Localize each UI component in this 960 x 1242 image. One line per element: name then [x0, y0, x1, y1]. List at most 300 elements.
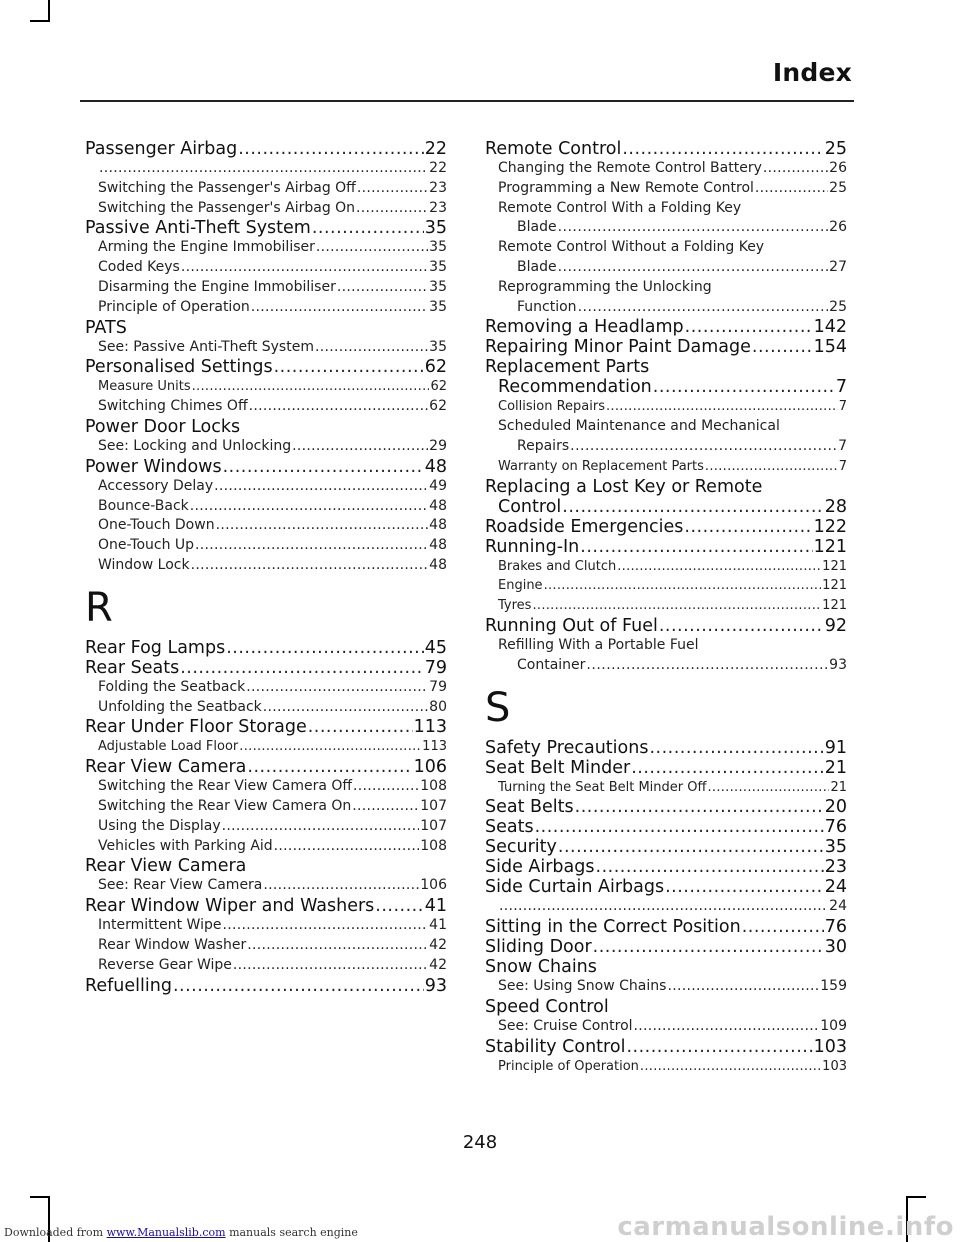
- index-term: Switching the Passenger's Airbag Off: [98, 179, 356, 196]
- page-ref: 35: [429, 239, 447, 256]
- leader-dots: [593, 937, 824, 957]
- index-subentry[interactable]: [85, 397, 447, 417]
- leader-dots: [622, 139, 823, 159]
- page-ref: 49: [429, 477, 447, 494]
- leader-dots: [316, 238, 428, 258]
- page-ref: 35: [824, 837, 847, 858]
- page-ref: 121: [813, 536, 847, 557]
- index-subentry[interactable]: [85, 837, 447, 857]
- leader-dots: [99, 159, 428, 179]
- page-ref: 35: [429, 278, 447, 295]
- index-entry[interactable]: [485, 957, 847, 977]
- index-term: See: Cruise Control: [498, 1017, 633, 1034]
- leader-dots: [596, 857, 824, 877]
- leader-dots: [233, 956, 428, 976]
- index-entry[interactable]: [85, 318, 447, 338]
- leader-dots: [558, 218, 829, 238]
- index-term-line1: Replacing a Lost Key or Remote: [485, 476, 763, 497]
- index-term: Principle of Operation: [98, 298, 250, 315]
- page-ref: 154: [813, 337, 847, 358]
- page-ref: 22: [429, 160, 447, 176]
- footer-suffix: manuals search engine: [229, 1226, 358, 1239]
- leader-dots: [570, 437, 837, 457]
- page-ref: 121: [822, 598, 847, 614]
- index-term: Side Airbags: [485, 857, 595, 878]
- index-entry[interactable]: [485, 837, 847, 857]
- page-ref: 20: [824, 797, 847, 818]
- index-term-continued: [498, 656, 847, 676]
- leader-dots: [249, 397, 429, 417]
- index-subentry[interactable]: [85, 956, 447, 976]
- page-ref: 35: [424, 218, 447, 239]
- index-term: Rear Under Floor Storage: [85, 717, 307, 738]
- leader-dots: [251, 298, 428, 318]
- index-column-left: [85, 139, 447, 996]
- index-term: Reverse Gear Wipe: [98, 956, 232, 973]
- index-term: Security: [485, 837, 557, 858]
- page-ref: 108: [420, 837, 447, 854]
- index-term: Switching the Passenger's Airbag On: [98, 199, 356, 216]
- index-term: PATS: [85, 317, 127, 338]
- crop-mark-top-left-h: [30, 20, 50, 22]
- index-term: See: Rear View Camera: [98, 877, 263, 894]
- page-ref: 93: [829, 656, 847, 673]
- page-title: Index: [772, 58, 852, 87]
- index-term: Folding the Seatback: [98, 678, 246, 695]
- page-ref: 76: [824, 917, 847, 938]
- page-ref: 22: [424, 139, 447, 159]
- page-ref: 159: [820, 978, 847, 995]
- page-ref: 35: [429, 338, 447, 355]
- page-ref: 91: [824, 737, 847, 758]
- index-entry[interactable]: [85, 638, 447, 658]
- index-subentry[interactable]: [485, 977, 847, 997]
- index-term: Coded Keys: [98, 259, 180, 276]
- index-entry[interactable]: [485, 857, 847, 877]
- index-term: Seat Belt Minder: [485, 757, 631, 778]
- page-ref: 80: [429, 698, 447, 715]
- leader-dots: [337, 278, 428, 298]
- page-ref: 41: [429, 917, 447, 934]
- page-ref: 48: [429, 497, 447, 514]
- index-term: Intermittent Wipe: [98, 917, 222, 934]
- page-ref: 35: [429, 259, 447, 276]
- index-subentry[interactable]: [485, 1057, 847, 1077]
- index-entry[interactable]: [485, 357, 847, 397]
- index-subentry[interactable]: [485, 636, 847, 676]
- index-entry[interactable]: [85, 357, 447, 377]
- index-entry[interactable]: [485, 797, 847, 817]
- index-entry[interactable]: [485, 616, 847, 636]
- page-ref: 48: [429, 556, 447, 573]
- page-ref: 103: [813, 1036, 847, 1057]
- index-term: Rear View Camera: [85, 856, 247, 877]
- index-term: Rear View Camera: [85, 757, 247, 778]
- index-term-line1: Remote Control With a Folding Key: [498, 199, 742, 216]
- index-term: Seat Belts: [485, 797, 574, 818]
- index-term: Switching Chimes Off: [98, 398, 248, 415]
- index-term: Repairing Minor Paint Damage: [485, 337, 751, 358]
- index-term: Adjustable Load Floor: [98, 739, 239, 755]
- index-subentry[interactable]: [85, 477, 447, 497]
- index-entry[interactable]: [85, 139, 447, 159]
- index-term: Rear Fog Lamps: [85, 637, 226, 658]
- leader-dots: [580, 537, 812, 557]
- index-term: Remote Control: [485, 139, 622, 159]
- leader-dots: [535, 817, 824, 837]
- page-ref: 113: [413, 717, 447, 738]
- leader-dots: [606, 397, 838, 417]
- index-subentry[interactable]: [85, 737, 447, 757]
- index-entry[interactable]: [85, 757, 447, 777]
- index-term: Stability Control: [485, 1036, 626, 1057]
- index-term-line1: Reprogramming the Unlocking: [498, 278, 712, 295]
- index-subentry[interactable]: [85, 516, 447, 536]
- leader-dots: [353, 777, 419, 797]
- page-ref: 103: [822, 1058, 847, 1074]
- page-ref: 76: [824, 817, 847, 838]
- index-term: Principle of Operation: [498, 1058, 639, 1074]
- index-term: Recommendation: [498, 377, 652, 398]
- index-term-continued: [498, 437, 847, 457]
- index-term: Measure Units: [98, 379, 191, 395]
- index-term-line1: Scheduled Maintenance and Mechanical: [498, 418, 780, 435]
- leader-dots: [752, 337, 813, 357]
- leader-dots: [312, 218, 424, 238]
- leader-dots: [375, 896, 423, 916]
- index-entry[interactable]: [485, 817, 847, 837]
- page-ref: 7: [838, 437, 847, 454]
- index-subentry[interactable]: [485, 1017, 847, 1037]
- page-ref: 27: [829, 258, 847, 275]
- leader-dots: [247, 757, 412, 777]
- page-ref: 24: [824, 877, 847, 898]
- index-term: Turning the Seat Belt Minder Off: [498, 779, 707, 795]
- leader-dots: [544, 576, 822, 596]
- index-subentry[interactable]: [485, 238, 847, 278]
- leader-dots: [274, 357, 424, 377]
- page-ref: 26: [829, 219, 847, 236]
- index-subentry[interactable]: [85, 179, 447, 199]
- index-term: Collision Repairs: [498, 399, 605, 415]
- leader-dots: [578, 298, 829, 318]
- index-term: Brakes and Clutch: [498, 558, 617, 574]
- footer-prefix: Downloaded from: [4, 1226, 104, 1239]
- index-term: Running Out of Fuel: [485, 615, 658, 636]
- leader-dots: [226, 638, 424, 658]
- index-term: Unfolding the Seatback: [98, 698, 262, 715]
- page-number: 248: [462, 1132, 498, 1153]
- index-entry[interactable]: [85, 457, 447, 477]
- index-subentry[interactable]: [85, 159, 447, 179]
- leader-dots: [640, 1057, 821, 1077]
- index-term: Safety Precautions: [485, 737, 649, 758]
- index-term: Accessory Delay: [98, 477, 214, 494]
- leader-dots: [665, 877, 824, 897]
- index-subentry[interactable]: [85, 536, 447, 556]
- page-ref: 23: [824, 857, 847, 878]
- page-ref: 62: [429, 398, 447, 415]
- page-ref: 121: [822, 558, 847, 574]
- leader-dots: [532, 596, 821, 616]
- leader-dots: [239, 737, 421, 757]
- index-subentry[interactable]: [85, 916, 447, 936]
- index-term: Function: [517, 298, 577, 315]
- page-ref: 25: [829, 298, 847, 315]
- index-term: Power Windows: [85, 456, 222, 477]
- index-subentry[interactable]: [485, 576, 847, 596]
- index-subentry[interactable]: [485, 397, 847, 417]
- index-term: Rear Window Washer: [98, 936, 247, 953]
- leader-dots: [195, 536, 428, 556]
- page-ref: 62: [430, 379, 447, 395]
- index-term-continued: [485, 497, 847, 517]
- index-entry[interactable]: [85, 896, 447, 916]
- page-ref: 48: [429, 537, 447, 554]
- index-term: See: Locking and Unlocking: [98, 437, 292, 454]
- index-term: Using the Display: [98, 817, 221, 834]
- index-entry[interactable]: [485, 337, 847, 357]
- leader-dots: [562, 497, 823, 517]
- page-ref: 30: [824, 937, 847, 958]
- page-ref: 35: [429, 298, 447, 315]
- page-ref: 121: [822, 578, 847, 594]
- index-subentry[interactable]: [85, 437, 447, 457]
- leader-dots: [180, 658, 424, 678]
- index-entry[interactable]: [485, 937, 847, 957]
- page-ref: 7: [835, 377, 847, 398]
- leader-dots: [214, 477, 428, 497]
- index-term: Side Curtain Airbags: [485, 877, 665, 898]
- index-entry[interactable]: [85, 218, 447, 238]
- page-ref: 42: [429, 956, 447, 973]
- index-subentry[interactable]: [485, 199, 847, 239]
- index-subentry[interactable]: [85, 298, 447, 318]
- leader-dots: [246, 678, 428, 698]
- leader-dots: [357, 179, 428, 199]
- footer-link[interactable]: www.Manualslib.com: [106, 1226, 226, 1239]
- index-entry[interactable]: [485, 139, 847, 159]
- page-ref: 24: [829, 898, 847, 915]
- leader-dots: [191, 556, 429, 576]
- page-ref: 45: [424, 637, 447, 658]
- crop-mark-bottom-left-h: [30, 1196, 50, 1198]
- index-term: Container: [517, 656, 586, 673]
- page-ref: 7: [838, 458, 847, 474]
- page-ref: 48: [424, 456, 447, 477]
- index-subentry[interactable]: [85, 497, 447, 517]
- leader-dots: [222, 817, 420, 837]
- index-term: Programming a New Remote Control: [498, 179, 754, 196]
- index-subentry[interactable]: [85, 777, 447, 797]
- leader-dots: [558, 837, 824, 857]
- index-subentry[interactable]: [485, 778, 847, 798]
- index-entry[interactable]: [85, 717, 447, 737]
- index-entry[interactable]: [485, 917, 847, 937]
- index-subentry[interactable]: [85, 698, 447, 718]
- index-entry[interactable]: [485, 517, 847, 537]
- leader-dots: [263, 876, 419, 896]
- leader-dots: [192, 377, 430, 397]
- index-subentry[interactable]: [485, 897, 847, 917]
- leader-dots: [684, 517, 812, 537]
- section-letter: R: [85, 584, 113, 631]
- index-term: Window Lock: [98, 556, 190, 573]
- index-subentry[interactable]: [485, 159, 847, 179]
- leader-dots: [173, 976, 424, 996]
- page-ref: 109: [820, 1017, 847, 1034]
- index-term: One-Touch Up: [98, 537, 195, 554]
- page-ref: 107: [420, 817, 447, 834]
- index-subentry[interactable]: [85, 797, 447, 817]
- page-ref: 42: [429, 936, 447, 953]
- leader-dots: [649, 738, 823, 758]
- leader-dots: [499, 897, 828, 917]
- leader-dots: [742, 917, 824, 937]
- index-term-line1: Refilling With a Portable Fuel: [498, 636, 699, 653]
- leader-dots: [352, 797, 419, 817]
- index-subentry[interactable]: [85, 936, 447, 956]
- crop-mark-top-left-v: [48, 0, 50, 22]
- index-entry[interactable]: [85, 976, 447, 996]
- index-term: Control: [498, 496, 562, 517]
- leader-dots: [617, 557, 821, 577]
- index-term-line1: Remote Control Without a Folding Key: [498, 239, 765, 256]
- page-ref: 107: [420, 797, 447, 814]
- index-subentry[interactable]: [485, 596, 847, 616]
- index-entry[interactable]: [485, 758, 847, 778]
- page-ref: 79: [424, 657, 447, 678]
- leader-dots: [755, 179, 828, 199]
- index-term: Running-In: [485, 536, 580, 557]
- index-column-right: [485, 139, 847, 1077]
- index-subentry[interactable]: [485, 417, 847, 457]
- index-entry[interactable]: [85, 856, 447, 876]
- leader-dots: [308, 717, 413, 737]
- index-term: Switching the Rear View Camera On: [98, 797, 352, 814]
- index-subentry[interactable]: [85, 278, 447, 298]
- index-term: Sitting in the Correct Position: [485, 917, 741, 938]
- index-term: Vehicles with Parking Aid: [98, 837, 273, 854]
- index-term: Disarming the Engine Immobiliser: [98, 278, 336, 295]
- index-term: Roadside Emergencies: [485, 516, 684, 537]
- index-subentry[interactable]: [85, 377, 447, 397]
- index-term: Personalised Settings: [85, 357, 273, 378]
- index-entry[interactable]: [485, 997, 847, 1017]
- leader-dots: [190, 497, 428, 517]
- index-term: Changing the Remote Control Battery: [498, 160, 762, 176]
- index-term: Sliding Door: [485, 937, 592, 958]
- index-subentry[interactable]: [85, 199, 447, 219]
- leader-dots: [634, 1017, 820, 1037]
- page-ref: 108: [420, 778, 447, 795]
- index-entry[interactable]: [485, 1037, 847, 1057]
- page-ref: 29: [429, 437, 447, 454]
- leader-dots: [181, 258, 428, 278]
- index-subentry[interactable]: [85, 556, 447, 576]
- index-term: Passenger Airbag: [85, 139, 238, 159]
- page-ref: 142: [813, 317, 847, 338]
- index-term: Blade: [517, 258, 557, 275]
- index-subentry[interactable]: [85, 817, 447, 837]
- page-ref: 106: [413, 757, 447, 778]
- index-term: Power Door Locks: [85, 416, 241, 437]
- page-ref: 93: [424, 975, 447, 996]
- title-divider: [80, 100, 854, 102]
- leader-dots: [222, 916, 428, 936]
- index-term: Snow Chains: [485, 957, 597, 978]
- index-term: Speed Control: [485, 996, 609, 1017]
- index-entry[interactable]: [485, 317, 847, 337]
- page-ref: 106: [420, 877, 447, 894]
- index-subentry[interactable]: [85, 876, 447, 896]
- index-subentry[interactable]: [85, 258, 447, 278]
- index-term: Switching the Rear View Camera Off: [98, 778, 353, 795]
- page-ref: 113: [422, 739, 447, 755]
- leader-dots: [659, 616, 824, 636]
- page-ref: 23: [429, 199, 447, 216]
- index-entry[interactable]: [485, 738, 847, 758]
- index-subentry[interactable]: [485, 179, 847, 199]
- watermark: carmanualsonline.info: [617, 1212, 954, 1242]
- index-term: Tyres: [498, 598, 532, 614]
- index-term: One-Touch Down: [98, 517, 215, 534]
- index-term: See: Using Snow Chains: [498, 978, 667, 995]
- index-term: Bounce-Back: [98, 497, 189, 514]
- leader-dots: [558, 258, 829, 278]
- index-entry[interactable]: [485, 537, 847, 557]
- index-term: Blade: [517, 219, 557, 236]
- leader-dots: [586, 656, 828, 676]
- index-subentry[interactable]: [485, 557, 847, 577]
- index-entry[interactable]: [85, 658, 447, 678]
- leader-dots: [631, 758, 824, 778]
- crop-mark-bottom-right-h: [906, 1196, 926, 1198]
- index-term-line1: Replacement Parts: [485, 357, 650, 378]
- page-ref: 7: [838, 399, 847, 415]
- leader-dots: [685, 317, 813, 337]
- index-term-continued: [485, 377, 847, 397]
- leader-dots: [575, 797, 824, 817]
- index-subentry[interactable]: [485, 457, 847, 477]
- index-term: See: Passive Anti-Theft System: [98, 338, 314, 355]
- index-entry[interactable]: [485, 477, 847, 517]
- page-ref: 41: [424, 896, 447, 917]
- page-ref: 21: [824, 757, 847, 778]
- leader-dots: [707, 778, 829, 798]
- index-entry[interactable]: [485, 877, 847, 897]
- page-ref: 25: [829, 179, 847, 196]
- index-subentry[interactable]: [85, 338, 447, 358]
- index-term-continued: [498, 258, 847, 278]
- section-letter: S: [485, 684, 511, 731]
- index-subentry[interactable]: [85, 238, 447, 258]
- index-subentry[interactable]: [485, 278, 847, 318]
- index-term: Seats: [485, 817, 534, 838]
- index-entry[interactable]: [85, 417, 447, 437]
- index-term-continued: [498, 218, 847, 238]
- index-term: Passive Anti-Theft System: [85, 218, 311, 239]
- page-ref: 26: [829, 160, 847, 176]
- page-ref: 23: [429, 179, 447, 196]
- page-ref: 122: [813, 516, 847, 537]
- leader-dots: [626, 1037, 812, 1057]
- page-ref: 62: [424, 357, 447, 378]
- leader-dots: [763, 159, 828, 179]
- page-ref: 48: [429, 517, 447, 534]
- index-subentry[interactable]: [85, 678, 447, 698]
- leader-dots: [667, 977, 819, 997]
